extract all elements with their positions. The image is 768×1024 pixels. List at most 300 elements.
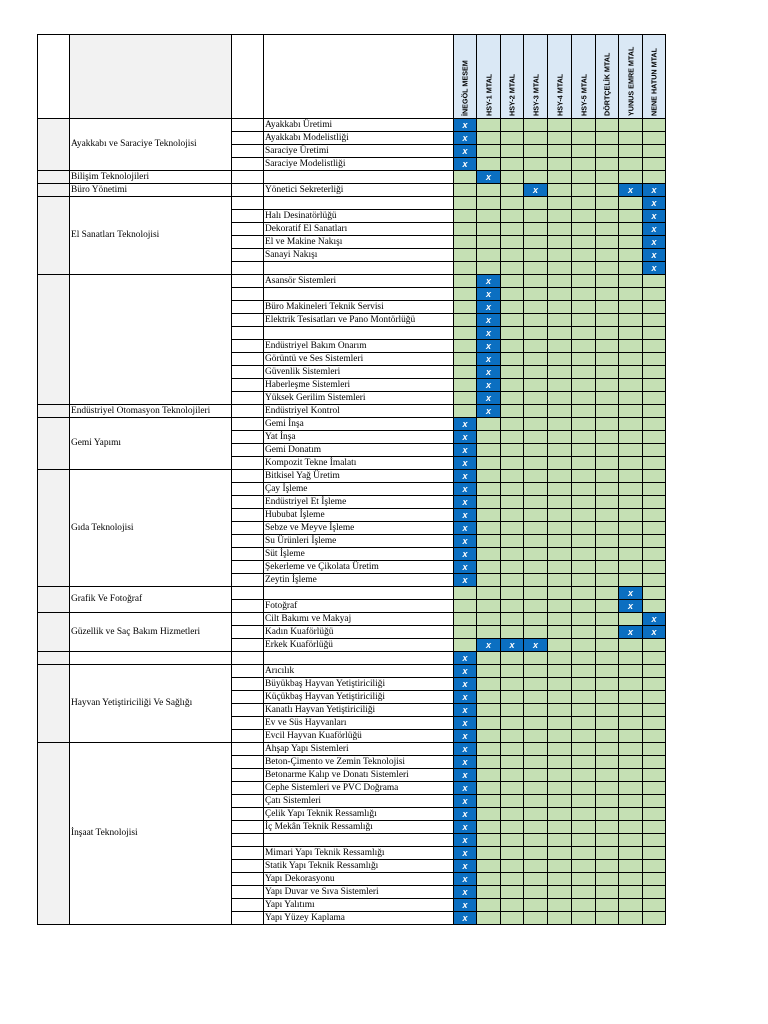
branch-label-cell: Yat İnşa (264, 431, 454, 444)
col-header (572, 35, 596, 119)
branch-label-cell: Ayakkabı Üretimi (264, 119, 454, 132)
matrix-cell (501, 613, 524, 626)
matrix-cell (596, 470, 619, 483)
branch-label-cell: Bitkisel Yağ Üretim (264, 470, 454, 483)
matrix-cell (477, 145, 501, 158)
row-blank-cell (232, 184, 264, 197)
matrix-cell (524, 834, 548, 847)
matrix-cell (596, 860, 619, 873)
matrix-cell (524, 548, 548, 561)
matrix-cell (548, 145, 572, 158)
matrix-cell (454, 366, 477, 379)
matrix-cell (619, 808, 643, 821)
matrix-cell (596, 483, 619, 496)
matrix-cell (596, 587, 619, 600)
row-blank-cell (232, 652, 264, 665)
branch-label-cell: Gemi İnşa (264, 418, 454, 431)
row-blank-cell (232, 587, 264, 600)
branch-label-cell: Cephe Sistemleri ve PVC Doğrama (264, 782, 454, 795)
matrix-cell (596, 431, 619, 444)
matrix-cell (501, 795, 524, 808)
matrix-cell (524, 496, 548, 509)
matrix-cell (548, 223, 572, 236)
matrix-cell (572, 509, 596, 522)
row-blank-cell (232, 756, 264, 769)
matrix-cell (548, 847, 572, 860)
matrix-cell (524, 353, 548, 366)
matrix-cell (501, 548, 524, 561)
matrix-cell (524, 847, 548, 860)
matrix-cell (501, 730, 524, 743)
matrix-cell (596, 327, 619, 340)
matrix-cell (454, 262, 477, 275)
col-header (596, 35, 619, 119)
row-blank-cell (232, 795, 264, 808)
matrix-cell (596, 405, 619, 418)
row-blank-cell (232, 210, 264, 223)
offered-mark: x (454, 886, 477, 899)
matrix-cell (596, 184, 619, 197)
matrix-cell (524, 210, 548, 223)
matrix-cell (524, 275, 548, 288)
row-blank-cell (232, 665, 264, 678)
matrix-cell (596, 743, 619, 756)
matrix-cell (524, 873, 548, 886)
offered-mark: x (501, 639, 524, 652)
offered-mark: x (454, 470, 477, 483)
branch-label-cell (264, 834, 454, 847)
matrix-cell (596, 314, 619, 327)
matrix-cell (619, 366, 643, 379)
group-name-cell: Gemi Yapımı (70, 418, 232, 470)
matrix-cell (619, 223, 643, 236)
matrix-cell (501, 145, 524, 158)
offered-mark: x (477, 405, 501, 418)
offered-mark: x (454, 769, 477, 782)
matrix-cell (572, 691, 596, 704)
matrix-cell (477, 678, 501, 691)
branch-label-cell: Halı Desinatörlüğü (264, 210, 454, 223)
matrix-cell (501, 496, 524, 509)
matrix-cell (596, 275, 619, 288)
matrix-cell (596, 288, 619, 301)
table-row (38, 743, 666, 756)
matrix-cell (477, 912, 501, 925)
matrix-cell (477, 548, 501, 561)
row-blank-cell (232, 366, 264, 379)
matrix-cell (619, 652, 643, 665)
matrix-cell (501, 899, 524, 912)
matrix-cell (548, 873, 572, 886)
group-blank-cell (38, 275, 70, 405)
matrix-cell (548, 184, 572, 197)
branch-label-cell: Saraciye Modelistliği (264, 158, 454, 171)
matrix-cell (501, 860, 524, 873)
matrix-cell (596, 639, 619, 652)
matrix-cell (643, 171, 666, 184)
matrix-cell (596, 171, 619, 184)
matrix-cell (572, 262, 596, 275)
matrix-cell (524, 769, 548, 782)
matrix-cell (619, 639, 643, 652)
branch-label-cell: Mimari Yapı Teknik Ressamlığı (264, 847, 454, 860)
branch-label-cell: Yapı Yalıtımı (264, 899, 454, 912)
matrix-cell (501, 847, 524, 860)
matrix-cell (572, 665, 596, 678)
branch-label-cell: Elektrik Tesisatları ve Pano Montörlüğü (264, 314, 454, 327)
offered-mark: x (454, 899, 477, 912)
matrix-cell (643, 886, 666, 899)
matrix-cell (524, 340, 548, 353)
branch-label-cell: Ayakkabı Modelistliği (264, 132, 454, 145)
branch-label-cell: Hububat İşleme (264, 509, 454, 522)
matrix-cell (477, 509, 501, 522)
row-blank-cell (232, 444, 264, 457)
group-name-cell: Hayvan Yetiştiriciliği Ve Sağlığı (70, 665, 232, 743)
matrix-cell (524, 652, 548, 665)
branch-label-cell: Beton-Çimento ve Zemin Teknolojisi (264, 756, 454, 769)
matrix-cell (524, 782, 548, 795)
matrix-cell (501, 275, 524, 288)
matrix-cell (643, 652, 666, 665)
table-row (38, 613, 666, 626)
matrix-cell (501, 262, 524, 275)
row-blank-cell (232, 899, 264, 912)
matrix-cell (524, 119, 548, 132)
matrix-cell (548, 600, 572, 613)
matrix-cell (524, 509, 548, 522)
matrix-cell (619, 327, 643, 340)
matrix-cell (572, 652, 596, 665)
offered-mark: x (643, 223, 666, 236)
matrix-cell (619, 769, 643, 782)
matrix-cell (619, 379, 643, 392)
matrix-cell (477, 860, 501, 873)
matrix-cell (524, 457, 548, 470)
matrix-cell (524, 379, 548, 392)
matrix-cell (596, 691, 619, 704)
matrix-cell (501, 587, 524, 600)
matrix-cell (477, 600, 501, 613)
matrix-cell (572, 184, 596, 197)
matrix-cell (596, 210, 619, 223)
matrix-cell (477, 223, 501, 236)
matrix-cell (643, 873, 666, 886)
matrix-cell (477, 210, 501, 223)
matrix-cell (596, 561, 619, 574)
matrix-cell (572, 821, 596, 834)
matrix-cell (477, 730, 501, 743)
offered-mark: x (524, 184, 548, 197)
matrix-cell (501, 288, 524, 301)
matrix-cell (548, 405, 572, 418)
matrix-cell (572, 899, 596, 912)
matrix-cell (619, 405, 643, 418)
offered-mark: x (643, 249, 666, 262)
matrix-cell (596, 808, 619, 821)
row-blank-cell (232, 769, 264, 782)
matrix-cell (501, 509, 524, 522)
row-blank-cell (232, 262, 264, 275)
matrix-cell (524, 132, 548, 145)
offered-mark: x (477, 379, 501, 392)
branch-label-cell: Yapı Duvar ve Sıva Sistemleri (264, 886, 454, 899)
matrix-cell (572, 730, 596, 743)
table-row (38, 171, 666, 184)
matrix-cell (548, 808, 572, 821)
matrix-cell (619, 834, 643, 847)
offered-mark: x (454, 847, 477, 860)
matrix-cell (572, 639, 596, 652)
matrix-cell (643, 691, 666, 704)
branch-label-cell: Evcil Hayvan Kuaförlüğü (264, 730, 454, 743)
matrix-cell (572, 535, 596, 548)
matrix-cell (501, 457, 524, 470)
matrix-cell (572, 288, 596, 301)
matrix-cell (572, 353, 596, 366)
matrix-cell (619, 678, 643, 691)
matrix-cell (643, 444, 666, 457)
matrix-cell (524, 808, 548, 821)
branch-label-cell (264, 652, 454, 665)
matrix-cell (477, 743, 501, 756)
branch-label-cell: Sanayi Nakışı (264, 249, 454, 262)
offered-mark: x (454, 665, 477, 678)
col-header-label: HSY-4 MTAL (555, 73, 564, 116)
matrix-cell (477, 873, 501, 886)
matrix-cell (477, 613, 501, 626)
col-header-label: HSY-2 MTAL (507, 73, 517, 116)
matrix-cell (643, 392, 666, 405)
offered-mark: x (619, 626, 643, 639)
matrix-cell (548, 366, 572, 379)
matrix-cell (454, 314, 477, 327)
group-name-cell (70, 652, 232, 665)
matrix-cell (596, 353, 619, 366)
row-blank-cell (232, 379, 264, 392)
matrix-cell (524, 197, 548, 210)
matrix-cell (643, 756, 666, 769)
matrix-cell (596, 262, 619, 275)
matrix-cell (524, 730, 548, 743)
col-header-label: HSY-1 MTAL (484, 73, 493, 116)
table-row (38, 405, 666, 418)
col-header (524, 35, 548, 119)
program-matrix-sheet (37, 34, 666, 925)
matrix-cell (477, 262, 501, 275)
matrix-cell (619, 288, 643, 301)
row-blank-cell (232, 353, 264, 366)
matrix-cell (643, 405, 666, 418)
matrix-cell (572, 561, 596, 574)
matrix-cell (572, 600, 596, 613)
matrix-cell (501, 158, 524, 171)
matrix-cell (643, 379, 666, 392)
matrix-cell (548, 535, 572, 548)
matrix-cell (454, 171, 477, 184)
matrix-cell (524, 821, 548, 834)
matrix-cell (596, 418, 619, 431)
matrix-cell (572, 392, 596, 405)
col-header-label: NENE HATUN MTAL (649, 47, 659, 116)
matrix-cell (572, 431, 596, 444)
matrix-cell (524, 392, 548, 405)
matrix-cell (619, 236, 643, 249)
row-blank-cell (232, 600, 264, 613)
matrix-cell (501, 184, 524, 197)
matrix-cell (596, 444, 619, 457)
matrix-cell (643, 145, 666, 158)
matrix-cell (524, 483, 548, 496)
matrix-cell (619, 860, 643, 873)
matrix-cell (596, 834, 619, 847)
matrix-cell (501, 704, 524, 717)
matrix-cell (454, 210, 477, 223)
matrix-cell (548, 197, 572, 210)
matrix-cell (477, 236, 501, 249)
matrix-cell (501, 691, 524, 704)
matrix-cell (619, 314, 643, 327)
matrix-cell (548, 392, 572, 405)
row-blank-cell (232, 782, 264, 795)
branch-label-cell: Yapı Yüzey Kaplama (264, 912, 454, 925)
matrix-cell (548, 327, 572, 340)
matrix-cell (524, 236, 548, 249)
matrix-cell (643, 496, 666, 509)
matrix-cell (596, 730, 619, 743)
group-name-cell: Ayakkabı ve Saraciye Teknolojisi (70, 119, 232, 171)
branch-label-cell: Endüstriyel Kontrol (264, 405, 454, 418)
matrix-cell (643, 548, 666, 561)
matrix-cell (643, 483, 666, 496)
branch-label-cell: Büro Makineleri Teknik Servisi (264, 301, 454, 314)
group-blank-cell (38, 418, 70, 470)
branch-label-cell: Zeytin İşleme (264, 574, 454, 587)
matrix-cell (643, 327, 666, 340)
matrix-cell (596, 119, 619, 132)
matrix-cell (643, 509, 666, 522)
matrix-cell (548, 522, 572, 535)
matrix-cell (572, 743, 596, 756)
row-blank-cell (232, 496, 264, 509)
matrix-cell (477, 821, 501, 834)
offered-mark: x (454, 158, 477, 171)
matrix-cell (643, 717, 666, 730)
matrix-cell (501, 756, 524, 769)
matrix-cell (548, 860, 572, 873)
col-header-label: İNEGÖL MESEM (460, 60, 470, 116)
matrix-cell (501, 808, 524, 821)
matrix-cell (548, 275, 572, 288)
branch-label-cell: Fotoğraf (264, 600, 454, 613)
header-row (38, 35, 666, 119)
matrix-cell (619, 704, 643, 717)
matrix-cell (501, 223, 524, 236)
matrix-cell (524, 756, 548, 769)
branch-label-cell: Cilt Bakımı ve Makyaj (264, 613, 454, 626)
branch-label-cell (264, 262, 454, 275)
branch-label-cell (264, 587, 454, 600)
row-blank-cell (232, 470, 264, 483)
matrix-cell (524, 405, 548, 418)
matrix-cell (501, 873, 524, 886)
matrix-cell (501, 197, 524, 210)
branch-label-cell: Betonarme Kalıp ve Donatı Sistemleri (264, 769, 454, 782)
offered-mark: x (643, 197, 666, 210)
group-blank-cell (38, 197, 70, 275)
matrix-cell (548, 119, 572, 132)
offered-mark: x (643, 210, 666, 223)
matrix-cell (643, 457, 666, 470)
matrix-cell (477, 769, 501, 782)
row-blank-cell (232, 678, 264, 691)
matrix-cell (572, 782, 596, 795)
group-name-cell: İnşaat Teknolojisi (70, 743, 232, 925)
table-row (38, 184, 666, 197)
table-row (38, 275, 666, 288)
matrix-cell (548, 548, 572, 561)
matrix-cell (454, 288, 477, 301)
branch-label-cell: Asansör Sistemleri (264, 275, 454, 288)
matrix-cell (524, 288, 548, 301)
matrix-cell (477, 535, 501, 548)
matrix-cell (548, 418, 572, 431)
matrix-cell (454, 249, 477, 262)
matrix-cell (501, 301, 524, 314)
matrix-cell (643, 860, 666, 873)
matrix-cell (643, 587, 666, 600)
matrix-cell (477, 197, 501, 210)
col-header-label: YUNUS EMRE MTAL (626, 46, 635, 116)
matrix-cell (477, 587, 501, 600)
matrix-cell (619, 730, 643, 743)
matrix-cell (501, 717, 524, 730)
col-header-label: HSY-3 MTAL (531, 73, 540, 116)
matrix-cell (596, 886, 619, 899)
matrix-cell (477, 522, 501, 535)
col-header (619, 35, 643, 119)
matrix-cell (572, 119, 596, 132)
branch-label-cell: Ev ve Süs Hayvanları (264, 717, 454, 730)
header-blank-branch (264, 35, 454, 119)
matrix-cell (643, 353, 666, 366)
offered-mark: x (454, 795, 477, 808)
matrix-cell (548, 483, 572, 496)
matrix-cell (596, 912, 619, 925)
offered-mark: x (643, 613, 666, 626)
matrix-cell (477, 496, 501, 509)
branch-label-cell: Endüstriyel Bakım Onarım (264, 340, 454, 353)
offered-mark: x (619, 600, 643, 613)
matrix-cell (548, 769, 572, 782)
row-blank-cell (232, 236, 264, 249)
matrix-cell (596, 600, 619, 613)
matrix-cell (477, 457, 501, 470)
matrix-cell (548, 496, 572, 509)
matrix-cell (548, 678, 572, 691)
matrix-cell (596, 197, 619, 210)
matrix-cell (619, 886, 643, 899)
group-name-cell: Endüstriyel Otomasyon Teknolojileri (70, 405, 232, 418)
matrix-cell (619, 847, 643, 860)
matrix-cell (619, 535, 643, 548)
matrix-cell (596, 522, 619, 535)
matrix-cell (501, 470, 524, 483)
matrix-cell (501, 327, 524, 340)
matrix-cell (501, 418, 524, 431)
branch-label-cell: Haberleşme Sistemleri (264, 379, 454, 392)
row-blank-cell (232, 912, 264, 925)
